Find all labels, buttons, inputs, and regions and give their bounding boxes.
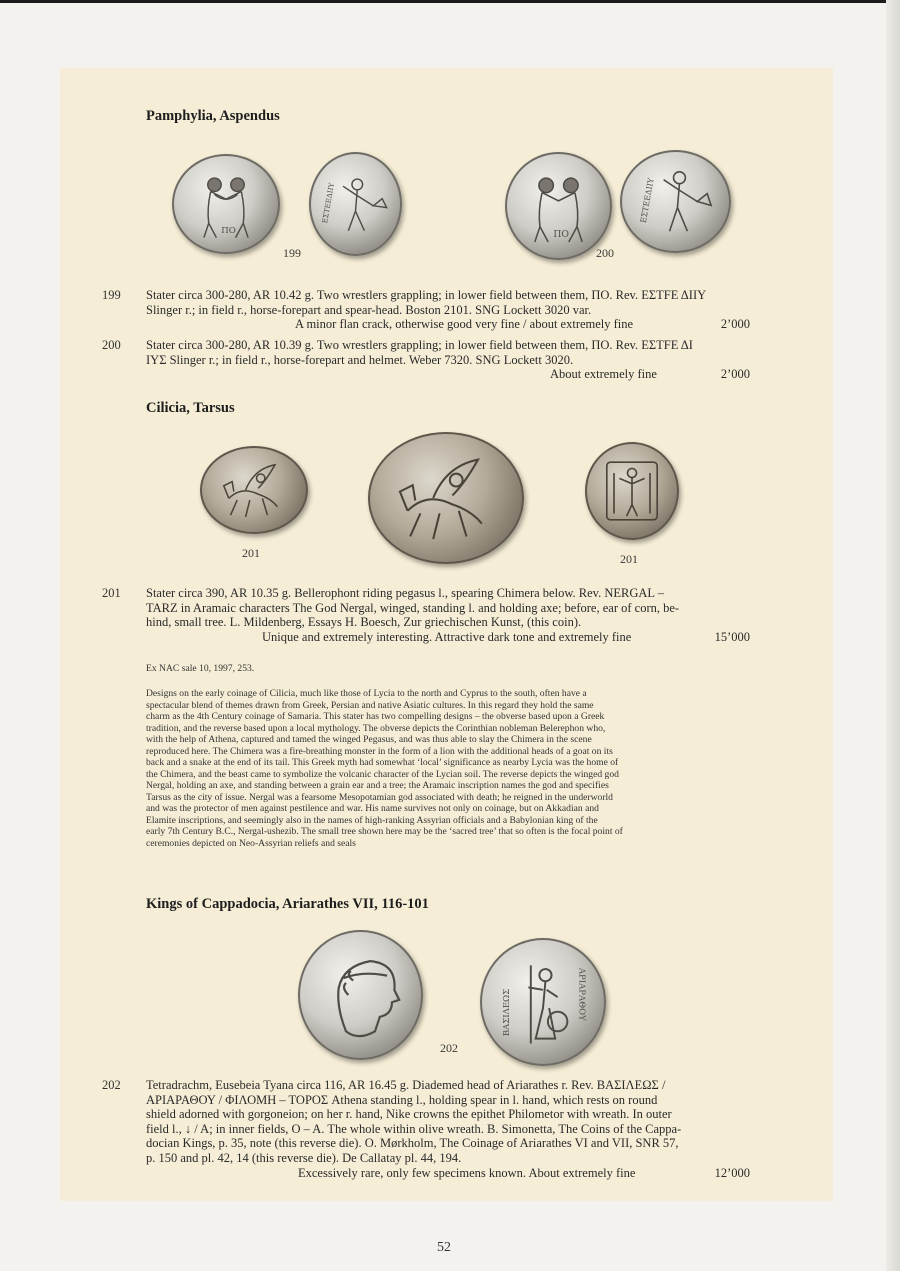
lot-number-199: 199 bbox=[102, 288, 121, 302]
svg-text:ΠΟ: ΠΟ bbox=[553, 228, 570, 240]
lot-201-condition: Unique and extremely interesting. Attractive dark tone and extremely fine bbox=[262, 630, 632, 644]
notes-line: charm as the 4th Century coinage of Samaria. This stater has two compelling designs – the obverse based upon a Greek bbox=[146, 711, 605, 722]
notes-line: and was the protector of men against pestilence and war. His name survives not only on coinage, but on Akkadian and bbox=[146, 803, 599, 814]
figure-number-202: 202 bbox=[440, 1041, 458, 1055]
coin-200-reverse bbox=[620, 150, 731, 253]
wrestlers-image bbox=[507, 154, 610, 258]
slinger-image bbox=[311, 154, 400, 254]
coin-202-obverse bbox=[298, 930, 423, 1060]
section-heading-cappadocia: Kings of Cappadocia, Ariarathes VII, 116-101 bbox=[146, 896, 429, 912]
figure-number-199: 199 bbox=[283, 246, 301, 260]
lot-202-description bbox=[146, 1078, 810, 1165]
nergal-figure-image bbox=[587, 444, 677, 538]
coin-199-reverse bbox=[309, 152, 402, 256]
figure-number-201-reverse: 201 bbox=[620, 552, 638, 566]
lot-201-line-1: Stater circa 390, AR 10.35 g. Bellerophont riding pegasus l., spearing Chimera below. Rev. NERGAL – bbox=[146, 586, 664, 600]
notes-line: Tarsus as the city of issue. Nergal was a fearsome Mesopotamian god associated with death; he reigned in the underworld bbox=[146, 791, 613, 803]
notes-line: the Chimera, and the beast came to symbolize the volcanic character of the Lycian soil. The reverse depicts the winged god bbox=[146, 768, 619, 780]
lot-202-price: 12’000 bbox=[714, 1166, 750, 1180]
pegasus-rider-image bbox=[370, 434, 522, 562]
lot-201-notes bbox=[146, 688, 818, 849]
coin-201-reverse bbox=[585, 442, 679, 540]
notes-line: Elamite inscriptions, and seemingly also in the names of high-ranking Assyrian officials and a Babylonian king of the bbox=[146, 814, 598, 826]
lot-202-line-5: docian Kings, p. 35, note (this reverse die). O. Mørkholm, The Coinage of Ariarathes VI and VII, SNR 57, bbox=[146, 1136, 679, 1150]
lot-199-line-1: Stater circa 300-280, AR 10.42 g. Two wrestlers grappling; in lower field between them, ΠΟ. Rev. ΕΣΤFΕ ΔΙΙΥ bbox=[146, 288, 707, 302]
page-edge-right bbox=[886, 0, 900, 1271]
lot-number-200: 200 bbox=[102, 338, 121, 352]
lot-199-line-2: Slinger r.; in field r., horse-forepart and spear-head. Boston 2101. SNG Lockett 3020 var. bbox=[146, 302, 592, 317]
page-number: 52 bbox=[437, 1240, 451, 1255]
coin-199-legend: ΕΣΤΕΕΔΙΙΥ bbox=[320, 182, 337, 224]
figure-number-200: 200 bbox=[596, 246, 614, 260]
section-heading-cilicia: Cilicia, Tarsus bbox=[146, 400, 235, 416]
notes-line: ceremonies depicted on Neo-Assyrian reliefs and seals bbox=[146, 837, 356, 849]
lot-202-condition: Excessively rare, only few specimens known. About extremely fine bbox=[298, 1166, 636, 1180]
lot-200-line-1: Stater circa 300-280, AR 10.39 g. Two wrestlers grappling; in lower field between them, ΠΟ. Rev. ΕΣΤFΕ ΔΙ bbox=[146, 338, 693, 352]
lot-200-price: 2’000 bbox=[720, 367, 750, 381]
wrestlers-image bbox=[174, 156, 278, 252]
lot-202-line-3: shield adorned with gorgoneion; on her r. hand, Nike crowns the epithet Philometor with wreath. In outer bbox=[146, 1107, 672, 1121]
lot-199-description bbox=[146, 288, 810, 317]
lot-202-line-2: ΑΡΙΑΡΑΘΟΥ / ΦΙΛΟΜΗ – ΤΟΡΟΣ Athena standing l., holding spear in l. hand, which rests on round bbox=[146, 1092, 658, 1107]
lot-201-description bbox=[146, 586, 810, 630]
notes-line: Nergal, holding an axe, and standing between a grain ear and a tree; the Aramaic inscription names the god and specifies bbox=[146, 780, 609, 791]
notes-line: reproduced here. The Chimera was a fire-breathing monster in the form of a lion with the additional heads of a goat on its bbox=[146, 745, 613, 757]
catalogue-panel bbox=[60, 68, 833, 1201]
notes-line: early 7th Century B.C., Nergal-ushezib. The small tree shown here may be the ‘sacred tree’ that so often is the focal point of bbox=[146, 826, 623, 837]
notes-line: spectacular blend of themes drawn from Greek, Persian and native Asiatic cultures. In this regard they hold the same bbox=[146, 699, 594, 711]
coin-201-obverse-small bbox=[200, 446, 308, 534]
lot-number-202: 202 bbox=[102, 1078, 121, 1092]
lot-200-condition: About extremely fine bbox=[550, 367, 657, 381]
coin-202-reverse bbox=[480, 938, 606, 1066]
lot-201-provenance: Ex NAC sale 10, 1997, 253. bbox=[146, 663, 255, 674]
section-heading-pamphylia: Pamphylia, Aspendus bbox=[146, 108, 280, 124]
lot-202-line-6: p. 150 and pl. 42, 14 (this reverse die). De Callatay pl. 44, 194. bbox=[146, 1150, 462, 1165]
coin-200-obverse bbox=[505, 152, 612, 260]
svg-text:ΠΟ: ΠΟ bbox=[221, 225, 236, 236]
lot-202-line-1: Tetradrachm, Eusebeia Tyana circa 116, AR 16.45 g. Diademed head of Ariarathes r. Rev. ΒΑΣΙΛΕΩΣ / bbox=[146, 1078, 666, 1092]
lot-201-price: 15’000 bbox=[714, 630, 750, 644]
coin-199-obverse bbox=[172, 154, 280, 254]
lot-number-201: 201 bbox=[102, 586, 121, 600]
coin-200-legend: ΕΣΤΕΕΔΙΙΥ bbox=[638, 177, 656, 224]
coin-202-legend-right: ΑΡΙΑΡΑΘΟΥ bbox=[576, 967, 587, 1021]
notes-line: Designs on the early coinage of Cilicia, much like those of Lycia to the north and Cyprus to the south, often have a bbox=[146, 688, 587, 699]
page-edge-top bbox=[0, 0, 900, 3]
notes-line: tradition, and the reverse based upon a local mythology. The obverse depicts the Corinthian nobleman Belerephon who, bbox=[146, 722, 606, 734]
figure-number-201-obverse: 201 bbox=[242, 546, 260, 560]
coin-201-obverse-large bbox=[368, 432, 524, 564]
athena-standing-image bbox=[482, 940, 604, 1064]
lot-201-line-3: hind, small tree. L. Mildenberg, Essays H. Boesch, Zur griechischen Kunst, (this coin). bbox=[146, 615, 582, 629]
lot-200-line-2: ΙΥΣ Slinger r.; in field r., horse-forepart and helmet. Weber 7320. SNG Lockett 3020. bbox=[146, 352, 574, 367]
lot-199-price: 2’000 bbox=[720, 317, 750, 331]
lot-202-line-4: field l., ↓ / A; in inner fields, O – A. The whole within olive wreath. B. Simonetta, The Coins of the Cappa- bbox=[146, 1121, 682, 1136]
lot-199-condition: A minor flan crack, otherwise good very fine / about extremely fine bbox=[295, 317, 634, 331]
slinger-image bbox=[622, 152, 729, 251]
notes-line: back and a snake at the end of its tail. This Greek myth had somewhat ‘local’ significance as nearby Lycia was the home of bbox=[146, 757, 619, 768]
pegasus-rider-image bbox=[202, 448, 306, 532]
notes-line: with the help of Athena, captured and tamed the winged Pegasus, and was thus able to slay the Chimera in the scene bbox=[146, 734, 592, 745]
diademed-head-image bbox=[300, 932, 421, 1058]
coin-202-legend-left: ΒΑΣΙΛΕΩΣ bbox=[501, 988, 512, 1037]
lot-200-description bbox=[146, 338, 810, 367]
lot-201-line-2: TARZ in Aramaic characters The God Nergal, winged, standing l. and holding axe; before, ear of corn, be- bbox=[146, 600, 680, 615]
